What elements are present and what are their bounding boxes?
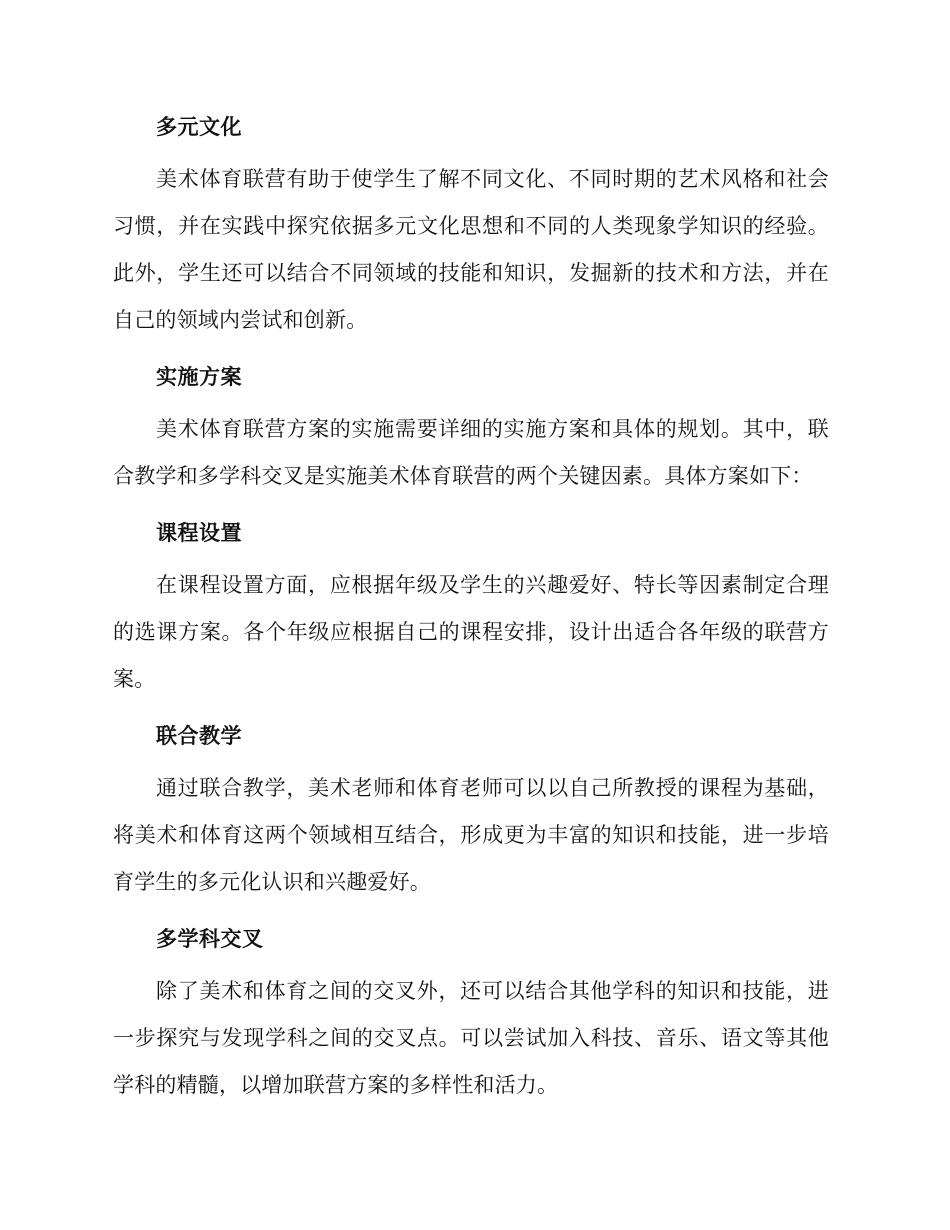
document-body	[113, 110, 829, 1109]
section-paragraph: 在课程设置方面，应根据年级及学生的兴趣爱好、特长等因素制定合理的选课方案。各个年级应根据自己的课程安排，设计出适合各年级的联营方案。	[113, 573, 829, 691]
section-heading: 联合教学	[156, 723, 242, 748]
section-multiculture	[113, 110, 829, 344]
section-paragraph: 除了美术和体育之间的交叉外，还可以结合其他学科的知识和技能，进一步探究与发现学科之间的交叉点。可以尝试加入科技、音乐、语文等其他学科的精髓，以增加联营方案的多样性和活力。	[113, 979, 829, 1097]
section-paragraph: 通过联合教学，美术老师和体育老师可以以自己所教授的课程为基础，将美术和体育这两个领域相互结合，形成更为丰富的知识和技能，进一步培育学生的多元化认识和兴趣爱好。	[113, 776, 829, 894]
section-paragraph: 美术体育联营有助于使学生了解不同文化、不同时期的艺术风格和社会习惯，并在实践中探究依据多元文化思想和不同的人类现象学知识的经验。此外，学生还可以结合不同领域的技能和知识，发掘新的技术和方法，并在自己的领域内尝试和创新。	[113, 167, 829, 332]
section-interdisciplinary	[113, 922, 829, 1109]
section-implementation-plan	[113, 360, 829, 500]
section-curriculum	[113, 516, 829, 703]
section-gap	[113, 344, 829, 360]
section-gap	[113, 500, 829, 516]
section-heading: 多学科交叉	[156, 926, 264, 951]
section-joint-teaching	[113, 719, 829, 906]
section-gap	[113, 703, 829, 719]
section-heading: 课程设置	[156, 520, 242, 545]
section-heading: 实施方案	[156, 364, 242, 389]
section-paragraph: 美术体育联营方案的实施需要详细的实施方案和具体的规划。其中，联合教学和多学科交叉是实施美术体育联营的两个关键因素。具体方案如下：	[113, 417, 829, 488]
section-heading: 多元文化	[156, 114, 242, 139]
section-gap	[113, 906, 829, 922]
